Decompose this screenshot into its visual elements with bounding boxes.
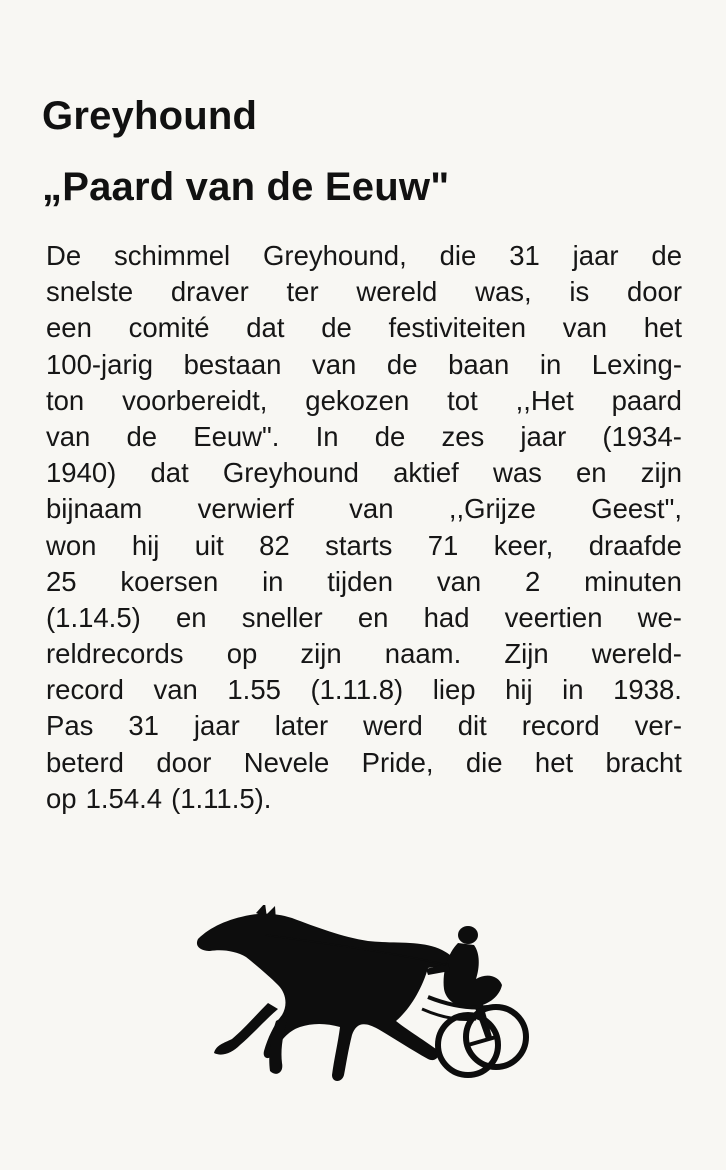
body-line: won hij uit 82 starts 71 keer, draafde [46, 529, 682, 561]
body-line: De schimmel Greyhound, die 31 jaar de [46, 240, 682, 271]
body-line: bijnaam verwierf van ,,Grijze Geest", [46, 493, 682, 525]
article-body [46, 238, 682, 817]
body-line: reldrecords op zijn naam. Zijn wereld- [46, 638, 682, 670]
article-subtitle: „Paard van de Eeuw" [42, 165, 450, 209]
body-line: Pas 31 jaar later werd dit record ver- [46, 710, 682, 742]
body-line: een comité dat de festiviteiten van het [46, 312, 682, 344]
body-line: van de Eeuw". In de zes jaar (1934- [46, 420, 682, 452]
body-line: 100-jarig bestaan van de baan in Lexing- [46, 348, 682, 380]
body-line: beterd door Nevele Pride, die het bracht [46, 746, 682, 778]
body-line: snelste draver ter wereld was, is door [46, 276, 682, 308]
body-line: 1940) dat Greyhound aktief was en zijn [46, 457, 682, 489]
trotter-horse-sulky-silhouette-icon [196, 905, 536, 1095]
body-line: op 1.54.4 (1.11.5). [46, 782, 272, 814]
body-line: (1.14.5) en sneller en had veertien we- [46, 601, 682, 633]
article-title: Greyhound [42, 94, 258, 138]
body-line: 25 koersen in tijden van 2 minuten [46, 565, 682, 597]
body-line: record van 1.55 (1.11.8) liep hij in 1938. [46, 674, 682, 706]
body-line: ton voorbereidt, gekozen tot ,,Het paard [46, 384, 682, 416]
